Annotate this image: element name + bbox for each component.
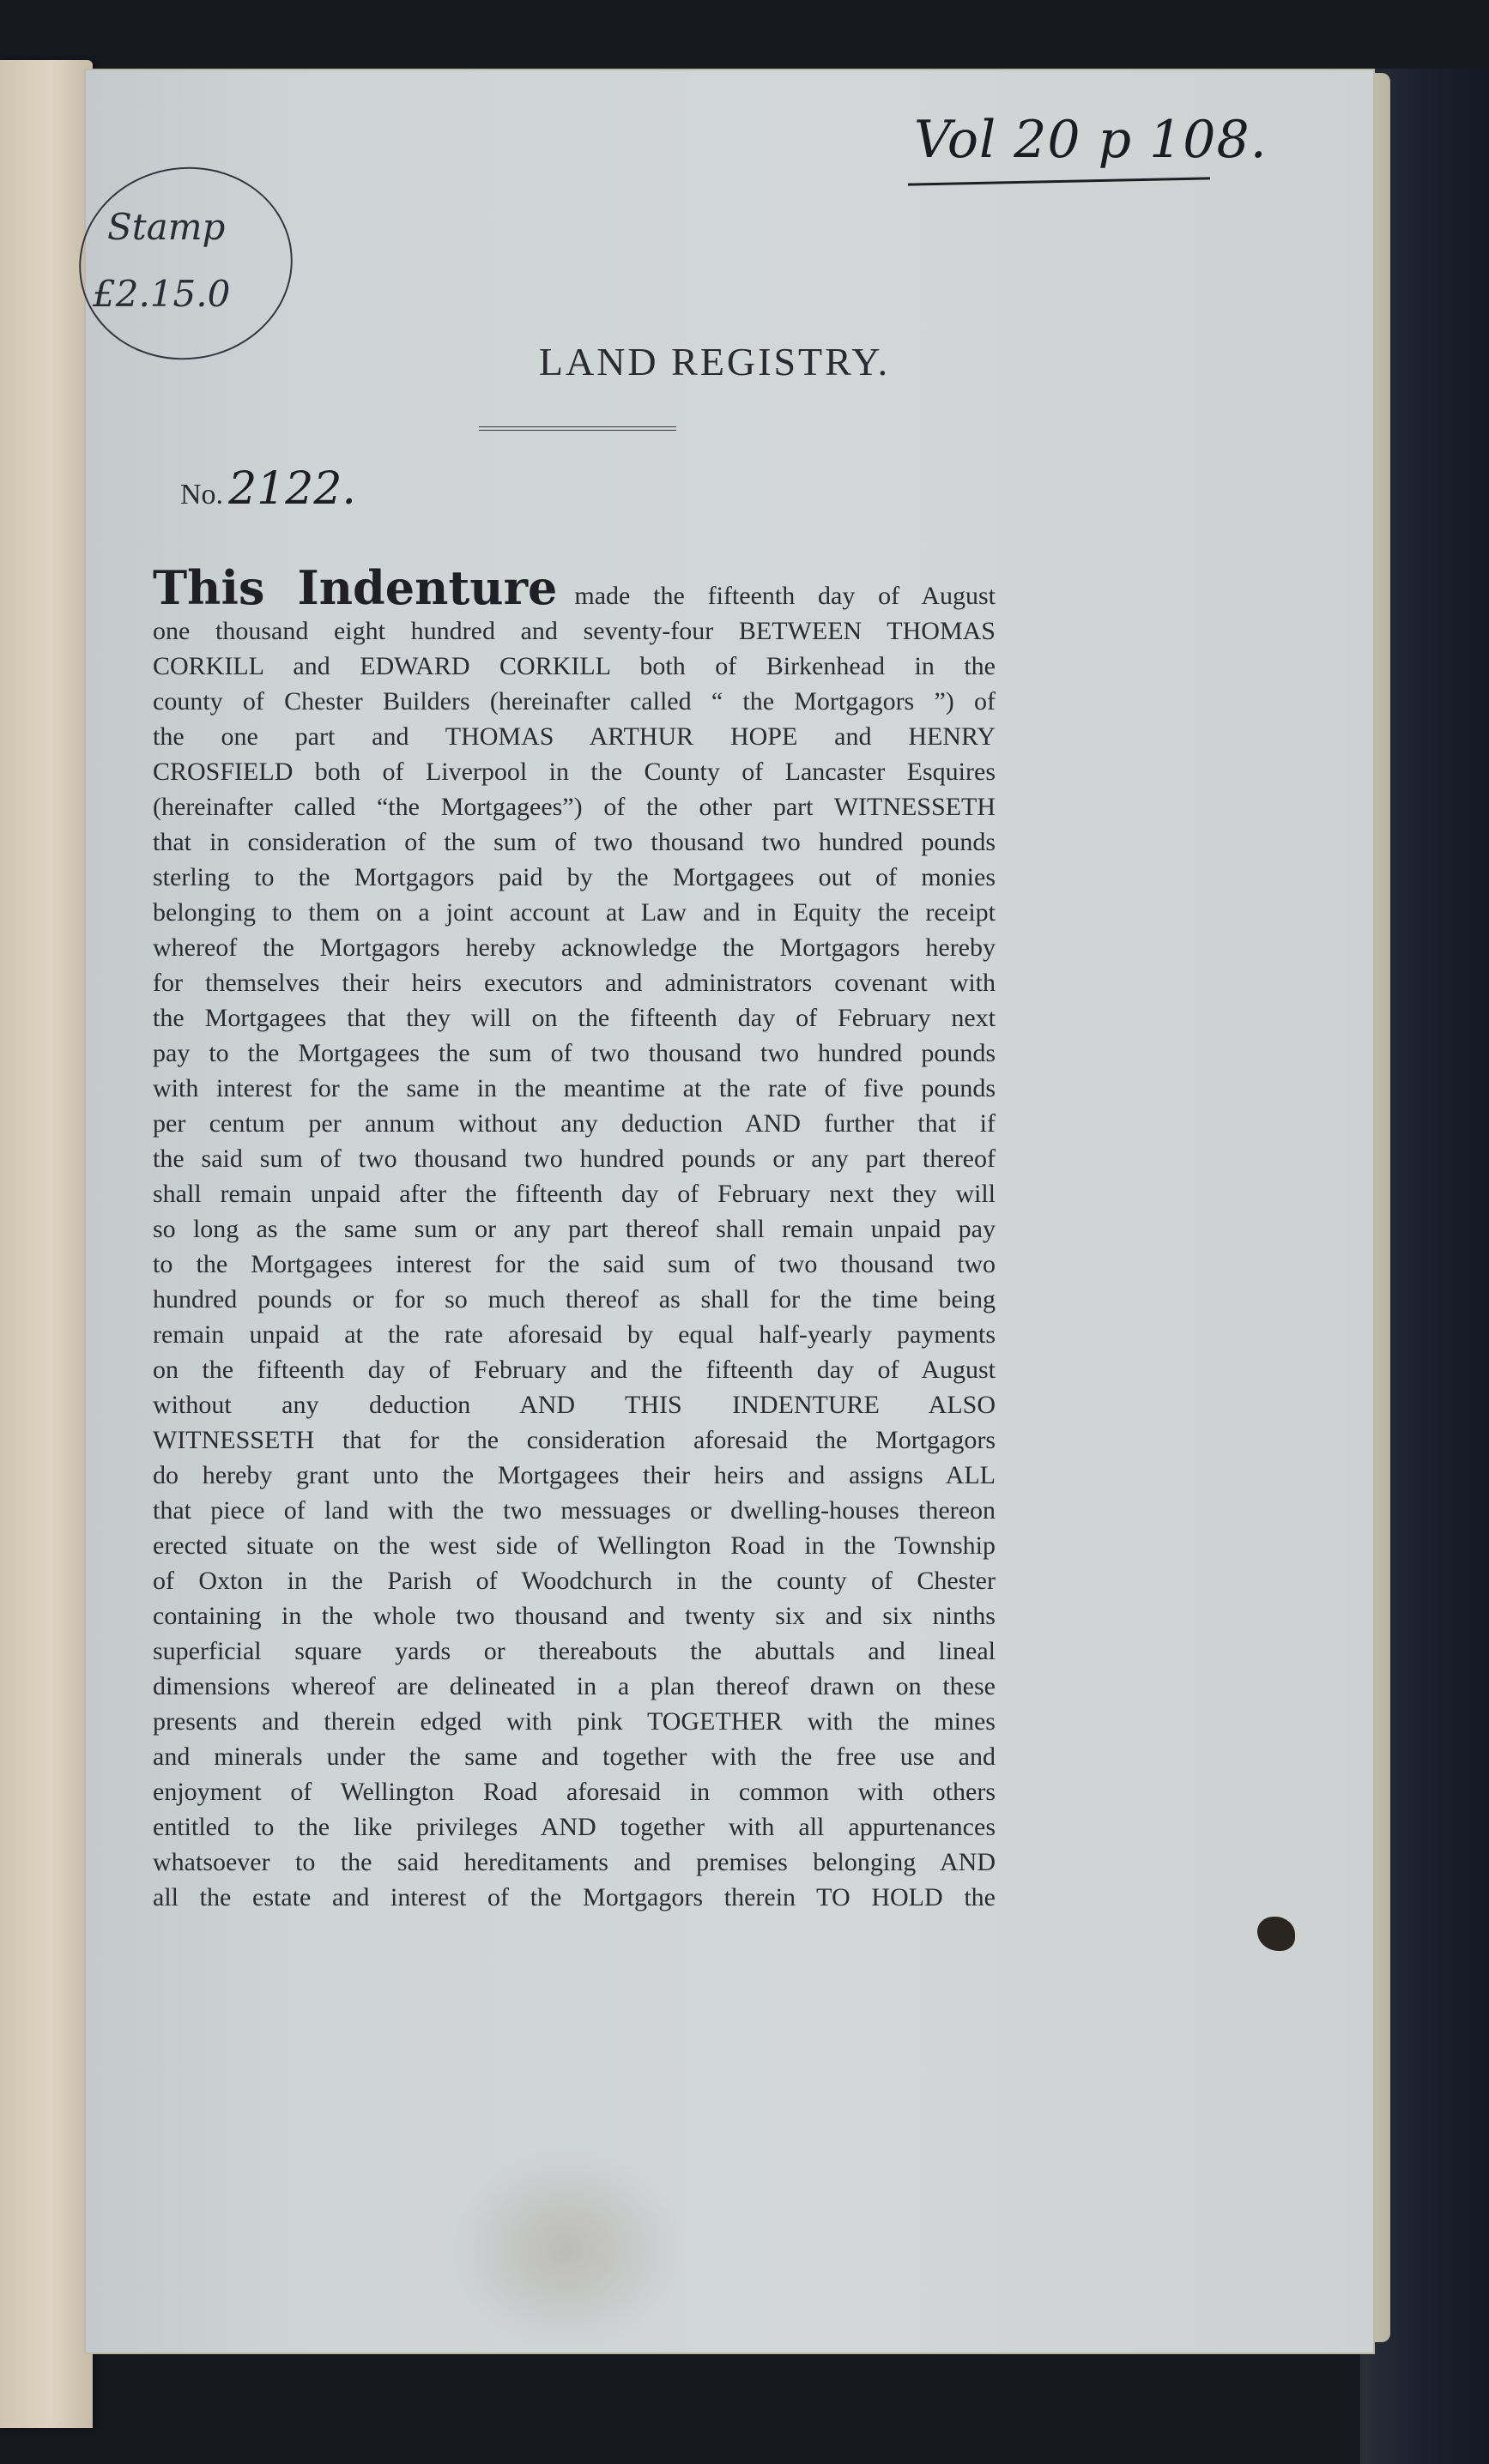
deed-line: shall remain unpaid after the fifteenth day of February next they will	[153, 1180, 996, 1208]
title-rule	[479, 426, 676, 431]
water-stain	[446, 2147, 687, 2352]
deed-line: do hereby grant unto the Mortgagees their heirs and assigns ALL	[153, 1461, 996, 1489]
deed-line: belonging to them on a joint account at Law and in Equity the receipt	[153, 898, 996, 927]
deed-line: CROSFIELD both of Liverpool in the County of Lancaster Esquires	[153, 758, 996, 786]
deed-line: remain unpaid at the rate aforesaid by equal half-yearly payments	[153, 1320, 996, 1349]
opening-words: This Indenture	[153, 560, 558, 615]
deed-line: of Oxton in the Parish of Woodchurch in the county of Chester	[153, 1567, 996, 1595]
deed-line: that in consideration of the sum of two thousand two hundred pounds	[153, 828, 996, 856]
deed-line: erected situate on the west side of Wellington Road in the Township	[153, 1531, 996, 1560]
deed-line: county of Chester Builders (hereinafter called “ the Mortgagors ”) of	[153, 687, 996, 716]
deed-line: and minerals under the same and together with the free use and	[153, 1742, 996, 1771]
deed-line: WITNESSETH that for the consideration aforesaid the Mortgagors	[153, 1426, 996, 1454]
deed-line: per centum per annum without any deduction AND further that if	[153, 1109, 996, 1138]
volume-reference-note: Vol 20 p 108.	[914, 110, 1268, 170]
previous-page-edge	[0, 60, 93, 2428]
deed-text	[153, 562, 996, 1915]
deed-line: hundred pounds or for so much thereof as shall for the time being	[153, 1285, 996, 1314]
deed-line: superficial square yards or thereabouts the abuttals and lineal	[153, 1637, 996, 1665]
deed-line: without any deduction AND THIS INDENTURE ALSO	[153, 1391, 996, 1419]
deed-line: that piece of land with the two messuages or dwelling-houses thereon	[153, 1496, 996, 1525]
deed-line: sterling to the Mortgagors paid by the Mortgagees out of monies	[153, 863, 996, 891]
deed-line: entitled to the like privileges AND together with all appurtenances	[153, 1813, 996, 1841]
number-label: No.	[180, 479, 224, 510]
deed-line: enjoyment of Wellington Road aforesaid in common with others	[153, 1778, 996, 1806]
deed-line: presents and therein edged with pink TOGETHER with the mines	[153, 1707, 996, 1736]
deed-line-text: made the fifteenth day of August	[574, 582, 996, 610]
ink-blot	[1257, 1917, 1295, 1951]
deed-line: the one part and THOMAS ARTHUR HOPE and HENRY	[153, 722, 996, 751]
page-title-wrapper	[0, 339, 1489, 384]
deed-line: all the estate and interest of the Mortgagors therein TO HOLD the	[153, 1883, 996, 1911]
deed-line	[153, 562, 996, 613]
deed-line: CORKILL and EDWARD CORKILL both of Birkenhead in the	[153, 652, 996, 680]
deed-line: pay to the Mortgagees the sum of two thousand two hundred pounds	[153, 1039, 996, 1067]
deed-line: whereof the Mortgagors hereby acknowledge the Mortgagors hereby	[153, 933, 996, 962]
deed-line: the said sum of two thousand two hundred pounds or any part thereof	[153, 1144, 996, 1173]
deed-line: dimensions whereof are delineated in a plan thereof drawn on these	[153, 1672, 996, 1700]
number-value: 2122.	[228, 463, 356, 515]
deed-line: so long as the same sum or any part thereof shall remain unpaid pay	[153, 1215, 996, 1243]
deed-line: containing in the whole two thousand and twenty six and six ninths	[153, 1602, 996, 1630]
deed-line: with interest for the same in the meantime at the rate of five pounds	[153, 1074, 996, 1102]
registry-number	[180, 463, 356, 515]
deed-line: whatsoever to the said hereditaments and premises belonging AND	[153, 1848, 996, 1876]
page-title: LAND REGISTRY.	[538, 340, 891, 383]
deed-line: (hereinafter called “the Mortgagees”) of the other part WITNESSETH	[153, 793, 996, 821]
deed-line: to the Mortgagees interest for the said sum of two thousand two	[153, 1250, 996, 1278]
stamp-amount: £2.15.0	[93, 273, 231, 315]
deed-line: for themselves their heirs executors and administrators covenant with	[153, 969, 996, 997]
deed-line: one thousand eight hundred and seventy-four BETWEEN THOMAS	[153, 617, 996, 645]
stamp-word: Stamp	[107, 206, 226, 248]
deed-line: on the fifteenth day of February and the fifteenth day of August	[153, 1356, 996, 1384]
deed-line: the Mortgagees that they will on the fifteenth day of February next	[153, 1004, 996, 1032]
